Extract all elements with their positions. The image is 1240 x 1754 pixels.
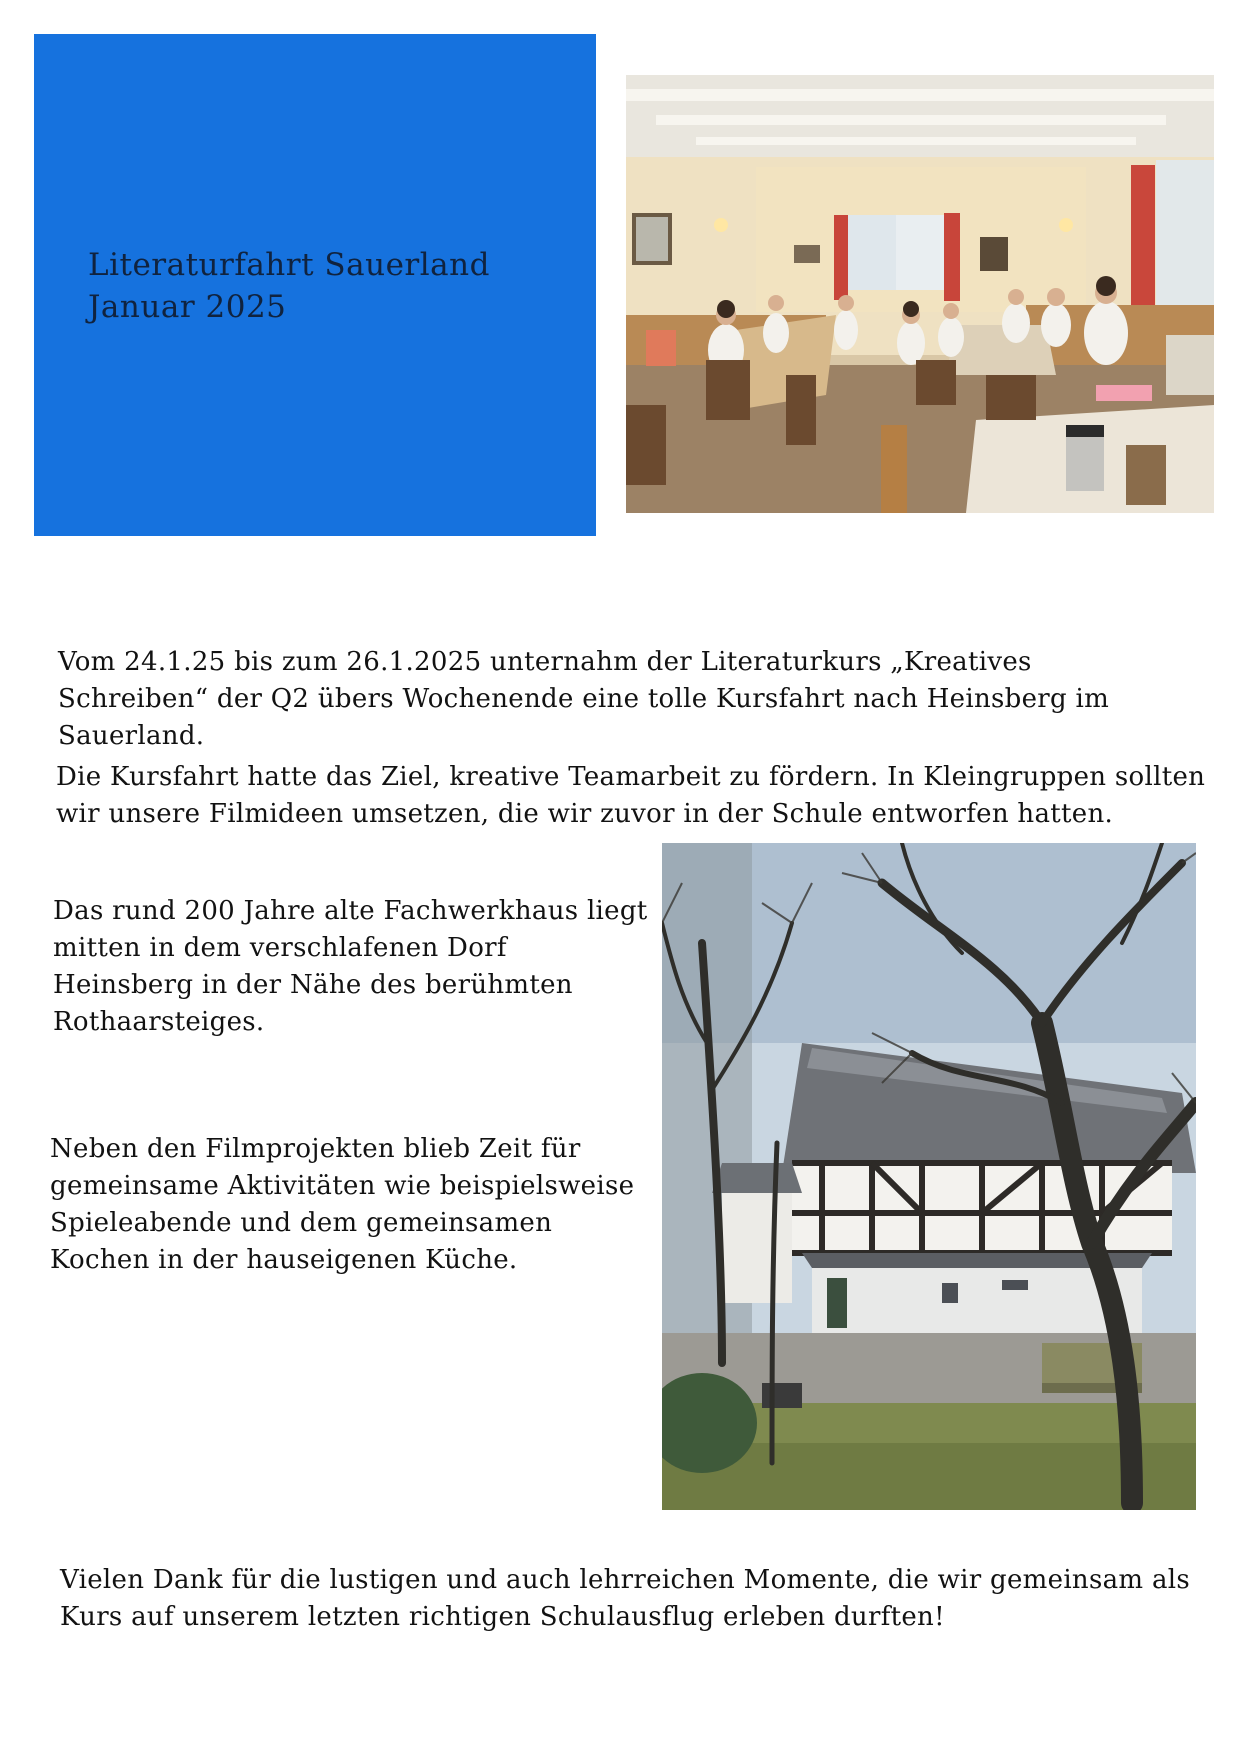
thanks-paragraph: Vielen Dank für die lustigen und auch lehrreichen Momente, die wir gemeinsam als Kurs auf unserem letzten richtigen Schulausflug erleben durften! bbox=[60, 1565, 1191, 1632]
page-title bbox=[88, 244, 490, 328]
house-paragraph: Das rund 200 Jahre alte Fachwerkhaus liegt mitten in dem verschlafenen Dorf Heinsberg in der Nähe des berühmten Rothaarsteiges. bbox=[53, 896, 648, 1037]
title-line-1: Literaturfahrt Sauerland bbox=[88, 247, 490, 283]
group-photo bbox=[626, 75, 1214, 513]
intro-paragraph: Vom 24.1.25 bis zum 26.1.2025 unternahm der Literaturkurs „Kreatives Schreiben“ der Q2 übers Wochenende eine tolle Kursfahrt nach Heinsberg im Sauerland. bbox=[58, 647, 1110, 751]
house-photo bbox=[662, 843, 1196, 1510]
activities-paragraph: Neben den Filmprojekten blieb Zeit für gemeinsame Aktivitäten wie beispielsweise Spieleabende und dem gemeinsamen Kochen in der hauseigenen Küche. bbox=[50, 1134, 635, 1275]
title-line-2: Januar 2025 bbox=[88, 289, 287, 325]
title-block bbox=[34, 34, 596, 536]
goal-paragraph: Die Kursfahrt hatte das Ziel, kreative Teamarbeit zu fördern. In Kleingruppen sollten wir unsere Filmideen umsetzen, die wir zuvor in der Schule entworfen hatten. bbox=[56, 762, 1206, 829]
